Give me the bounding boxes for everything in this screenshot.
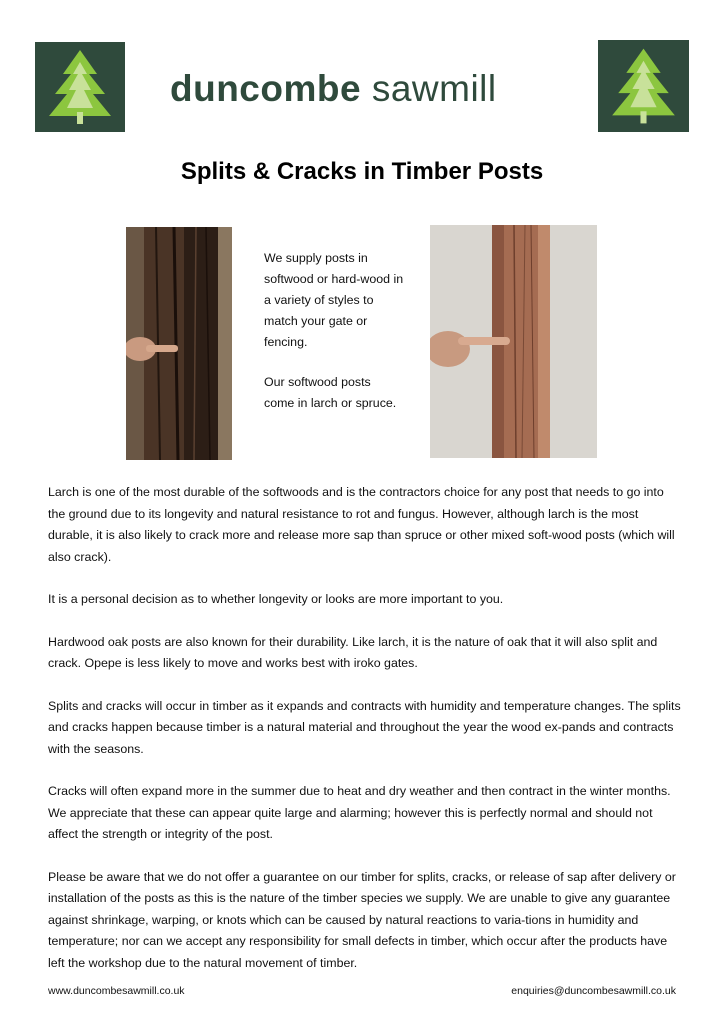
photo-larch-post — [430, 225, 597, 458]
body-paragraph: Splits and cracks will occur in timber as it expands and contracts with humidity and temperature changes. The splits and cracks happen because timber is a natural material and throughout the year the wood ex-pands and contracts with the seasons. — [48, 698, 681, 756]
photo-dark-post — [126, 227, 232, 460]
intro-paragraph: We supply posts in softwood or hard-wood in a variety of styles to match your gate or fencing. — [264, 251, 404, 349]
logo-left — [35, 42, 125, 132]
intro-text — [264, 248, 404, 433]
footer-website[interactable]: www.duncombesawmill.co.uk — [48, 985, 185, 997]
intro-paragraph: Our softwood posts come in larch or spruce. — [264, 375, 397, 410]
body-paragraph: It is a personal decision as to whether longevity or looks are more important to you. — [48, 592, 504, 606]
body-paragraph: Please be aware that we do not offer a guarantee on our timber for splits, cracks, or release of sap after delivery or installation of the posts as this is the nature of the timber species we supply. We are unable to give any guarantee against shrinkage, warping, or knots which can be caused by natural reactions to varia-tions in humidity and temperature; nor can we accept any responsibility for small defects in timber, which occur after the products have left the workshop due to the natural movement of timber. — [48, 869, 676, 970]
tree-icon — [598, 40, 689, 132]
body-paragraph: Larch is one of the most durable of the softwoods and is the contractors choice for any post that needs to go into the ground due to its longevity and natural resistance to rot and fungus. However, although larch is the most durable, it is also likely to crack more and release more sap than spruce or other mixed soft-wood posts (which will also crack). — [48, 485, 675, 564]
body-text — [48, 482, 682, 995]
page-title: Splits & Cracks in Timber Posts — [180, 158, 544, 185]
tree-icon — [35, 42, 125, 132]
body-paragraph: Hardwood oak posts are also known for their durability. Like larch, it is the nature of oak that it will also split and crack. Opepe is less likely to move and works best with iroko gates. — [48, 634, 658, 670]
logo-right — [598, 40, 689, 132]
brand-name: duncombe sawmill — [170, 68, 497, 109]
body-paragraph: Cracks will often expand more in the summer due to heat and dry weather and then contract in the winter months. We appreciate that these can appear quite large and alarming; however this is perfectly normal and should not affect the strength or integrity of the post. — [48, 784, 671, 841]
footer-email[interactable]: enquiries@duncombesawmill.co.uk — [511, 985, 676, 997]
